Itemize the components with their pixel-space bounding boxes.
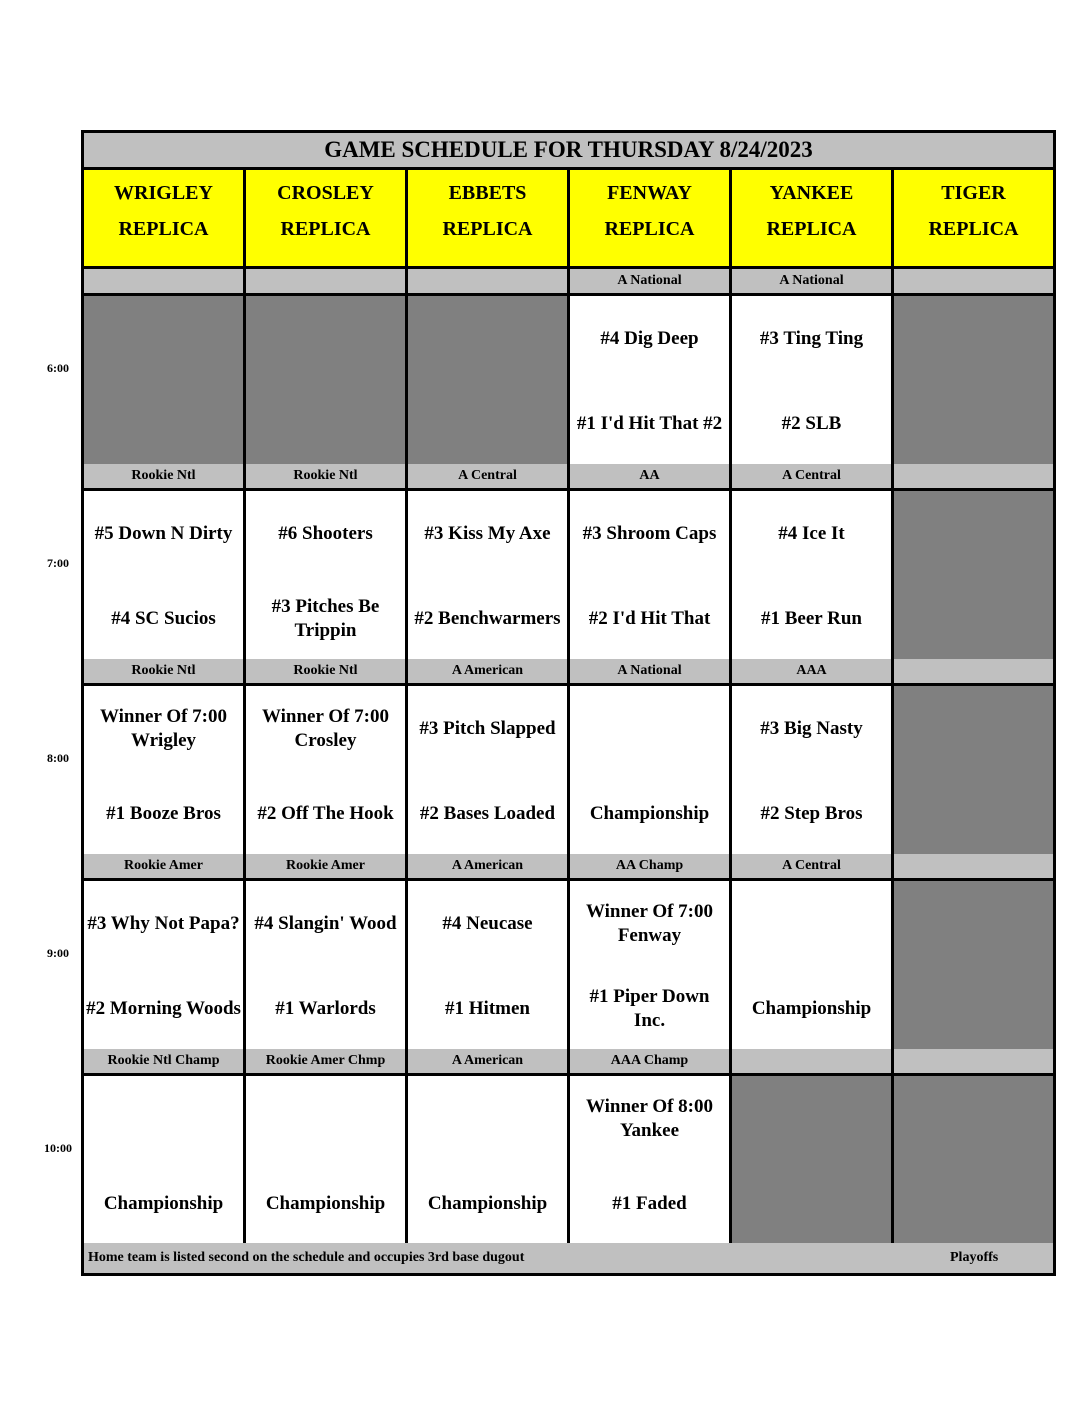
game-cell: [84, 686, 246, 857]
away-team: #3 Pitch Slapped: [419, 718, 556, 739]
division-label: A National: [570, 269, 732, 293]
division-label: Rookie Amer: [246, 854, 408, 878]
field-name: CROSLEY: [277, 182, 374, 204]
away-team: Winner Of 7:00 Wrigley: [99, 706, 228, 751]
game-cell: [408, 881, 570, 1052]
game-cell: [408, 686, 570, 857]
division-label: Rookie Amer Chmp: [246, 1049, 408, 1073]
division-label: AAA: [732, 659, 894, 683]
division-label: [894, 1049, 1053, 1073]
away-team: Winner Of 8:00 Yankee: [585, 1096, 714, 1141]
away-team: Winner Of 7:00 Crosley: [261, 706, 390, 751]
game-cell: [732, 881, 894, 1052]
home-team: #1 Faded: [612, 1193, 687, 1214]
home-team: #2 Off The Hook: [257, 803, 394, 824]
schedule-title: GAME SCHEDULE FOR THURSDAY 8/24/2023: [84, 133, 1053, 170]
home-team: #2 Step Bros: [760, 803, 863, 824]
game-cell: [570, 686, 732, 857]
field-sub: REPLICA: [280, 218, 371, 240]
field-header-crosley: [246, 170, 408, 266]
away-team: #3 Shroom Caps: [582, 523, 717, 544]
schedule-footer: [84, 1243, 1053, 1273]
field-header-tiger: [894, 170, 1053, 266]
division-label: AA Champ: [570, 854, 732, 878]
home-team: Championship: [589, 803, 710, 824]
away-team: [732, 899, 891, 949]
division-label: [84, 269, 246, 293]
game-cell: [84, 1076, 246, 1247]
away-team: #6 Shooters: [278, 523, 373, 544]
empty-slot: [84, 296, 246, 467]
division-label: Rookie Ntl Champ: [84, 1049, 246, 1073]
away-team: #4 Neucase: [442, 913, 533, 934]
field-header-yankee: [732, 170, 894, 266]
home-team: Championship: [265, 1193, 386, 1214]
division-label: A Central: [732, 464, 894, 488]
field-sub: REPLICA: [442, 218, 533, 240]
game-cell: [246, 686, 408, 857]
away-team: [84, 1094, 243, 1144]
time-label: 8:00: [47, 751, 69, 765]
game-cell: [570, 881, 732, 1052]
game-cell: [84, 881, 246, 1052]
away-team: #3 Ting Ting: [759, 328, 864, 349]
empty-slot: [894, 881, 1053, 1052]
field-header-fenway: [570, 170, 732, 266]
division-label: [894, 659, 1053, 683]
away-team: #3 Why Not Papa?: [87, 913, 240, 934]
division-label: [894, 464, 1053, 488]
empty-slot: [246, 296, 408, 467]
playoffs-label: Playoffs: [950, 1250, 999, 1265]
away-team: [246, 1094, 405, 1144]
game-cell: [732, 686, 894, 857]
home-team: #2 I'd Hit That: [588, 608, 711, 629]
division-label: [894, 854, 1053, 878]
division-label: [408, 269, 570, 293]
division-label: Rookie Ntl: [84, 464, 246, 488]
division-label: A American: [408, 854, 570, 878]
game-cell: [246, 1076, 408, 1247]
game-cell: [408, 491, 570, 662]
game-cell: [732, 491, 894, 662]
game-cell: [570, 296, 732, 467]
home-team: #1 Booze Bros: [106, 803, 221, 824]
home-team: #1 Beer Run: [761, 608, 862, 629]
away-team: #4 Ice It: [778, 523, 845, 544]
field-name: TIGER: [941, 182, 1006, 204]
away-team: #4 Slangin' Wood: [254, 913, 397, 934]
home-team: #1 Piper Down Inc.: [589, 986, 710, 1031]
empty-slot: [408, 296, 570, 467]
game-cell: [84, 491, 246, 662]
field-name: EBBETS: [448, 182, 527, 204]
home-team: #2 Morning Woods: [86, 998, 241, 1019]
field-header-ebbets: [408, 170, 570, 266]
game-cell: [570, 491, 732, 662]
field-name: YANKEE: [769, 182, 854, 204]
division-label: A American: [408, 1049, 570, 1073]
home-team: #3 Pitches Be Trippin: [271, 596, 380, 641]
division-label: A National: [732, 269, 894, 293]
empty-slot: [894, 1076, 1053, 1247]
game-cell: [408, 1076, 570, 1247]
division-label: A Central: [408, 464, 570, 488]
home-team: #2 Benchwarmers: [414, 608, 561, 629]
away-team: Winner Of 7:00 Fenway: [585, 901, 714, 946]
division-label: AAA Champ: [570, 1049, 732, 1073]
time-label: 6:00: [47, 361, 69, 375]
schedule-table: [81, 130, 1056, 1276]
home-team: #2 SLB: [781, 413, 842, 434]
away-team: #5 Down N Dirty: [94, 523, 233, 544]
game-cell: [246, 881, 408, 1052]
division-label: Rookie Ntl: [246, 464, 408, 488]
time-label: 10:00: [44, 1141, 72, 1155]
division-label: AA: [570, 464, 732, 488]
time-label: 9:00: [47, 946, 69, 960]
field-sub: REPLICA: [928, 218, 1019, 240]
field-sub: REPLICA: [118, 218, 209, 240]
division-label: Rookie Ntl: [246, 659, 408, 683]
division-label: A National: [570, 659, 732, 683]
home-team: #1 I'd Hit That #2: [576, 413, 723, 434]
empty-slot: [732, 1076, 894, 1247]
division-label: Rookie Ntl: [84, 659, 246, 683]
away-team: [408, 1094, 567, 1144]
time-label: 7:00: [47, 556, 69, 570]
away-team: [570, 704, 729, 754]
division-label: Rookie Amer: [84, 854, 246, 878]
empty-slot: [894, 686, 1053, 857]
home-team: #1 Hitmen: [445, 998, 530, 1019]
empty-slot: [894, 491, 1053, 662]
field-header-wrigley: [84, 170, 246, 266]
home-team-note: Home team is listed second on the schedule and occupies 3rd base dugout: [88, 1250, 525, 1265]
division-label: [894, 269, 1053, 293]
home-team: Championship: [427, 1193, 548, 1214]
game-cell: [732, 296, 894, 467]
home-team: Championship: [751, 998, 872, 1019]
away-team: #3 Big Nasty: [760, 718, 863, 739]
field-name: WRIGLEY: [114, 182, 213, 204]
away-team: #4 Dig Deep: [600, 328, 699, 349]
game-cell: [570, 1076, 732, 1247]
home-team: Championship: [103, 1193, 224, 1214]
division-label: [732, 1049, 894, 1073]
field-sub: REPLICA: [766, 218, 857, 240]
field-sub: REPLICA: [604, 218, 695, 240]
home-team: #2 Bases Loaded: [419, 803, 556, 824]
division-label: A Central: [732, 854, 894, 878]
home-team: #1 Warlords: [275, 998, 376, 1019]
game-cell: [246, 491, 408, 662]
away-team: #3 Kiss My Axe: [424, 523, 551, 544]
division-label: [246, 269, 408, 293]
empty-slot: [894, 296, 1053, 467]
home-team: #4 SC Sucios: [111, 608, 216, 629]
division-label: A American: [408, 659, 570, 683]
field-name: FENWAY: [607, 182, 692, 204]
